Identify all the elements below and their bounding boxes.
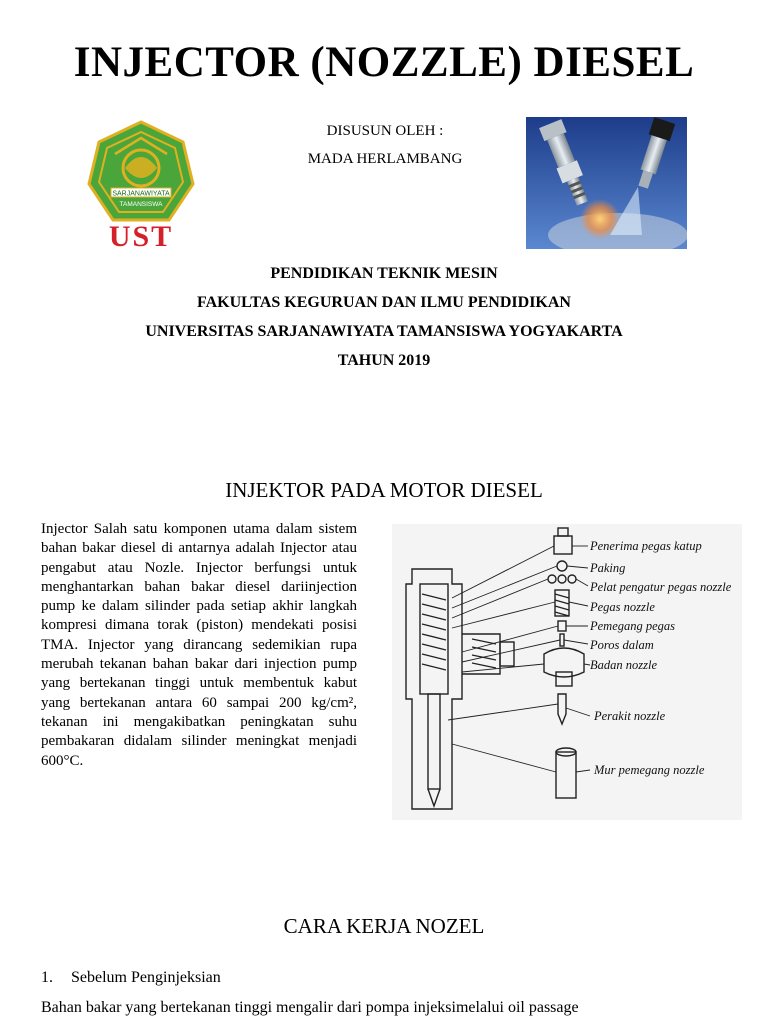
- list-item-number: 1.: [41, 969, 53, 986]
- diagram-label: Perakit nozzle: [594, 709, 666, 723]
- author-label: DISUSUN OLEH :: [326, 123, 444, 139]
- diagram-label: Badan nozzle: [590, 658, 658, 672]
- diagram-label: Paking: [590, 561, 626, 575]
- author-name: MADA HERLAMBANG: [307, 151, 463, 167]
- diagram-label: Pelat pengatur pegas nozzle: [590, 580, 732, 594]
- section2-heading: CARA KERJA NOZEL: [283, 914, 485, 938]
- section1-heading: INJEKTOR PADA MOTOR DIESEL: [225, 478, 543, 502]
- injector-photo: [526, 117, 687, 249]
- injector-diagram: [392, 524, 742, 820]
- ust-logo: [85, 118, 197, 253]
- institution-line-3: UNIVERSITAS SARJANAWIYATA TAMANSISWA YOGYAKARTA: [145, 323, 623, 340]
- list-item-label: Sebelum Penginjeksian: [71, 969, 221, 986]
- diagram-label: Pemegang pegas: [590, 619, 676, 633]
- logo-caption: UST: [108, 220, 174, 253]
- ust-shield-icon: [85, 118, 197, 253]
- institution-line-4: TAHUN 2019: [337, 352, 431, 369]
- diagram-label: Penerima pegas katup: [590, 539, 702, 553]
- diagram-label: Mur pemegang nozzle: [594, 763, 705, 777]
- institution-line-2: FAKULTAS KEGURUAN DAN ILMU PENDIDIKAN: [197, 294, 571, 311]
- document-title: INJECTOR (NOZZLE) DIESEL: [73, 39, 695, 86]
- logo-shield-text-1: SARJANAWIYATA: [112, 190, 170, 198]
- section1-paragraph: Injector Salah satu komponen utama dalam sistem bahan bakar diesel di antarnya adalah Injector atau pengabut atau Nozle. Injector berfungsi untuk menghantarkan bahan bakar diesel dariinjection pump ke dalam silinder pada setiap akhir langkah kompresi dimana torak (piston) mendekati posisi TMA. Injector yang dirancang sedemikian rupa merubah tekanan bahan bakar dari injection pump yang bertekanan tinggi untuk membentuk kabut yang bertekanan antara 60 sampai 200 kg/cm², tekanan ini mengakibatkan peningkatan suhu pembakaran didalam silinder meningkat menjadi 600°C.: [41, 521, 357, 769]
- list-item: [41, 969, 221, 987]
- institution-line-1: PENDIDIKAN TEKNIK MESIN: [270, 265, 498, 282]
- logo-shield-text-2: TAMANSISWA: [119, 201, 163, 208]
- diagram-label: Poros dalam: [590, 638, 654, 652]
- diagram-label: Pegas nozzle: [590, 600, 655, 614]
- injector-exploded-drawing: [392, 524, 742, 820]
- section2-paragraph: Bahan bakar yang bertekanan tinggi mengalir dari pompa injeksimelalui oil passage: [41, 999, 579, 1016]
- injector-spray-image: [526, 117, 687, 249]
